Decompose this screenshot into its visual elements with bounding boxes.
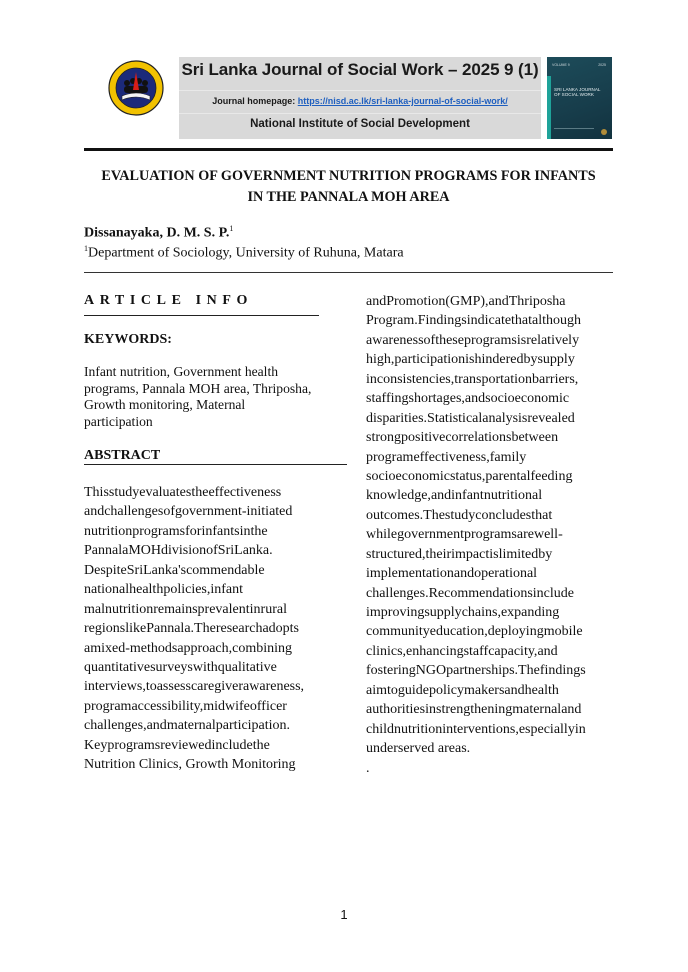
word: socioeconomic bbox=[366, 468, 450, 484]
word: child bbox=[366, 721, 394, 737]
abstract-line bbox=[84, 502, 330, 521]
word: surveys bbox=[150, 659, 193, 675]
word: limited bbox=[498, 546, 539, 562]
word: combining bbox=[232, 640, 293, 656]
abstract-line bbox=[366, 622, 612, 641]
affiliation-superscript: 1 bbox=[84, 244, 88, 253]
abstract-line bbox=[366, 292, 612, 311]
abstract-line bbox=[84, 522, 330, 541]
word: and bbox=[146, 718, 167, 734]
institute-logo bbox=[108, 60, 164, 116]
abstract-line bbox=[366, 311, 612, 330]
word: Sri bbox=[217, 543, 235, 559]
journal-header-box bbox=[179, 57, 541, 139]
word: effectiveness, bbox=[413, 449, 490, 465]
word: evaluates bbox=[139, 485, 192, 500]
word: indicate bbox=[466, 313, 512, 329]
abstract-rule bbox=[84, 464, 347, 465]
word: The bbox=[518, 663, 540, 679]
abstract-line bbox=[366, 486, 612, 505]
word: regions bbox=[84, 621, 126, 637]
word: in bbox=[574, 721, 586, 737]
word: to bbox=[387, 682, 398, 698]
word: midwife bbox=[203, 698, 250, 714]
word: participation. bbox=[215, 718, 291, 734]
word: is bbox=[516, 332, 527, 348]
paper-title-line: IN THE PANNALA MOH AREA bbox=[247, 189, 450, 205]
word: Promotion bbox=[386, 294, 446, 309]
abstract-heading: ABSTRACT bbox=[84, 448, 161, 463]
abstract-line bbox=[84, 600, 330, 619]
word: staffing bbox=[366, 391, 409, 407]
abstract-line bbox=[366, 642, 612, 661]
abstract-line bbox=[84, 619, 330, 638]
header-rule bbox=[84, 148, 613, 151]
header-divider bbox=[179, 113, 541, 114]
word: with bbox=[192, 659, 218, 675]
author-superscript: 1 bbox=[229, 224, 234, 233]
word: impact bbox=[451, 546, 490, 562]
word: and bbox=[453, 566, 475, 582]
word: rural bbox=[260, 601, 287, 617]
word: Lanka. bbox=[234, 543, 273, 559]
abstract-line bbox=[366, 350, 612, 369]
keywords-heading: KEYWORDS: bbox=[84, 332, 172, 347]
abstract-line bbox=[84, 697, 330, 716]
cover-accent-strip bbox=[547, 76, 551, 139]
word: capacity, bbox=[488, 643, 538, 659]
word: and bbox=[84, 504, 105, 520]
word: although bbox=[532, 313, 582, 329]
abstract-line bbox=[84, 541, 330, 560]
keywords-line: Infant nutrition, Government health bbox=[84, 364, 279, 379]
abstract-line bbox=[84, 658, 330, 677]
word: education, bbox=[429, 624, 488, 640]
word: commendable bbox=[186, 562, 265, 578]
abstract-line bbox=[366, 448, 612, 467]
cover-seal-icon bbox=[601, 129, 607, 135]
word: The bbox=[194, 621, 216, 637]
word: the bbox=[250, 523, 268, 539]
word: The bbox=[423, 507, 445, 523]
abstract-line bbox=[366, 603, 612, 622]
word: nutritional bbox=[483, 488, 543, 504]
word: staff bbox=[463, 643, 489, 659]
word: assess bbox=[156, 679, 191, 695]
word: programs bbox=[463, 527, 517, 543]
word: concludes bbox=[475, 507, 532, 523]
word: mixed-methods bbox=[90, 640, 178, 656]
word: research bbox=[215, 621, 263, 637]
word: study bbox=[444, 507, 476, 523]
word: hindered bbox=[474, 352, 524, 368]
abstract-line bbox=[366, 525, 612, 544]
word: is bbox=[465, 352, 475, 368]
word: partnerships. bbox=[446, 663, 519, 679]
word: and bbox=[366, 294, 387, 309]
abstract-line: underserved areas. bbox=[366, 741, 471, 757]
cover-year: 2025 bbox=[598, 63, 606, 67]
word: shortages, bbox=[408, 391, 465, 407]
abstract-line bbox=[366, 700, 612, 719]
word: the bbox=[252, 737, 270, 753]
word: NGO bbox=[415, 663, 447, 679]
affiliation bbox=[84, 244, 404, 262]
abstract-line: Nutrition Clinics, Growth Monitoring bbox=[84, 757, 296, 773]
word: is bbox=[489, 546, 499, 562]
word: include bbox=[532, 585, 575, 601]
word: challenges, bbox=[84, 718, 147, 734]
cover-title: SRI LANKA JOURNAL OF SOCIAL WORK bbox=[554, 87, 601, 97]
word: government bbox=[397, 527, 464, 543]
word: adopts bbox=[262, 621, 300, 637]
abstract-line bbox=[84, 716, 330, 735]
word: Pannala bbox=[84, 543, 129, 559]
word: of bbox=[206, 543, 218, 559]
author-rule bbox=[84, 272, 613, 273]
word: strong bbox=[366, 430, 401, 446]
abstract-line bbox=[84, 639, 330, 658]
homepage-link[interactable]: https://nisd.ac.lk/sri-lanka-journal-of-social-work/ bbox=[297, 96, 508, 106]
word: health bbox=[524, 682, 559, 698]
word: fostering bbox=[366, 663, 416, 679]
abstract-line bbox=[366, 681, 612, 700]
word: Pannala. bbox=[146, 621, 195, 637]
word: (GMP), bbox=[445, 294, 489, 309]
word: mobile bbox=[543, 624, 583, 640]
word: high, bbox=[366, 352, 395, 368]
word: This bbox=[84, 485, 109, 500]
word: a bbox=[84, 640, 91, 656]
word: by bbox=[523, 352, 538, 368]
word: quantitative bbox=[84, 659, 151, 675]
word: and bbox=[561, 702, 582, 718]
word: Findings bbox=[417, 313, 467, 329]
word: status, bbox=[449, 468, 486, 484]
abstract-line bbox=[366, 506, 612, 525]
word: while bbox=[366, 527, 398, 543]
abstract-line bbox=[84, 483, 330, 502]
abstract-line bbox=[366, 720, 612, 739]
word: by bbox=[538, 546, 553, 562]
word: maternal bbox=[166, 718, 216, 734]
word: parental bbox=[485, 468, 531, 484]
abstract-line bbox=[366, 467, 612, 486]
paper-title bbox=[84, 166, 613, 208]
article-info-rule bbox=[84, 315, 319, 316]
homepage-label: Journal homepage: bbox=[212, 96, 298, 106]
word: national bbox=[84, 582, 130, 598]
word: these bbox=[435, 332, 464, 348]
word: approach, bbox=[177, 640, 233, 656]
word: programs bbox=[132, 523, 186, 539]
word: MOH bbox=[128, 543, 161, 559]
word: findings bbox=[539, 663, 586, 679]
word: participation bbox=[394, 352, 466, 368]
word: awareness bbox=[366, 332, 424, 348]
institute-seal-icon bbox=[108, 60, 164, 116]
word: guide bbox=[397, 682, 429, 698]
word: programs bbox=[463, 332, 517, 348]
word: study bbox=[108, 485, 140, 500]
author bbox=[84, 224, 233, 242]
article-info-heading: ARTICLE INFO bbox=[84, 293, 254, 308]
word: Key bbox=[84, 737, 108, 753]
institute-name: National Institute of Social Development bbox=[250, 118, 470, 130]
word: enhancing bbox=[406, 643, 464, 659]
word: especially bbox=[518, 721, 575, 737]
word: and bbox=[488, 294, 509, 309]
word: Program. bbox=[366, 313, 418, 329]
word: transportation bbox=[454, 371, 533, 387]
abstract-line bbox=[366, 409, 612, 428]
word: division bbox=[161, 543, 207, 559]
word: their bbox=[425, 546, 452, 562]
word: infant bbox=[451, 488, 484, 504]
abstract-line bbox=[84, 736, 330, 755]
abstract-line bbox=[366, 428, 612, 447]
word: Despite bbox=[84, 562, 127, 578]
word: for bbox=[185, 523, 202, 539]
word: disparities. bbox=[366, 410, 428, 426]
word: strengthening bbox=[436, 702, 513, 718]
word: government-initiated bbox=[174, 504, 293, 520]
word: challenges. bbox=[366, 585, 429, 601]
word: policies, bbox=[163, 582, 211, 598]
word: family bbox=[489, 449, 527, 465]
journal-homepage bbox=[179, 96, 541, 106]
page-number: 1 bbox=[340, 907, 348, 922]
word: Recommendations bbox=[428, 585, 533, 601]
word: to bbox=[145, 679, 157, 695]
keywords-line: participation bbox=[84, 413, 153, 429]
word: chains, bbox=[461, 605, 501, 620]
word: and bbox=[537, 643, 558, 659]
word: interventions, bbox=[442, 721, 519, 737]
paper-title-line: EVALUATION OF GOVERNMENT NUTRITION PROGRAMS FOR INFANTS bbox=[101, 168, 596, 184]
word: well- bbox=[533, 527, 563, 543]
word: feeding bbox=[530, 468, 573, 484]
word: clinics, bbox=[366, 643, 407, 659]
word: malnutrition bbox=[84, 601, 154, 617]
word: implementation bbox=[366, 566, 454, 582]
word: program bbox=[84, 698, 132, 714]
abstract-line bbox=[84, 677, 330, 696]
word: awareness, bbox=[243, 679, 305, 695]
word: nutrition bbox=[394, 721, 443, 737]
abstract-line: . bbox=[366, 760, 370, 776]
word: interviews, bbox=[84, 679, 146, 695]
abstract-line bbox=[366, 370, 612, 389]
word: deploying bbox=[487, 624, 544, 640]
journal-cover-thumbnail bbox=[547, 57, 612, 139]
word: reviewed bbox=[160, 737, 212, 753]
word: expanding bbox=[500, 605, 560, 620]
word: programs bbox=[107, 737, 161, 753]
word: of bbox=[163, 504, 175, 520]
abstract-line bbox=[366, 389, 612, 408]
word: in bbox=[239, 523, 251, 539]
cover-volume: VOLUME 9 bbox=[552, 63, 570, 67]
word: relatively bbox=[526, 332, 580, 348]
word: challenges bbox=[104, 504, 164, 520]
word: inconsistencies, bbox=[366, 371, 455, 387]
word: supply bbox=[537, 352, 575, 368]
abstract-line bbox=[84, 580, 330, 599]
abstract-left-column bbox=[84, 483, 330, 775]
word: qualitative bbox=[217, 659, 277, 675]
word: and bbox=[464, 391, 486, 407]
word: supply bbox=[424, 605, 462, 620]
word: health bbox=[129, 582, 164, 598]
word: officer bbox=[249, 698, 287, 714]
word: Statistical bbox=[427, 410, 483, 426]
word: nutrition bbox=[84, 523, 133, 539]
word: knowledge, bbox=[366, 488, 431, 504]
word: infants bbox=[201, 523, 240, 539]
author-name: Dissanayaka, D. M. S. P. bbox=[84, 225, 230, 241]
abstract-line bbox=[366, 661, 612, 680]
keywords-line: Growth monitoring, Maternal bbox=[84, 397, 246, 412]
cover-footer-line bbox=[554, 128, 594, 133]
word: between bbox=[511, 430, 559, 446]
word: are bbox=[516, 527, 534, 543]
abstract-line bbox=[84, 561, 330, 580]
word: positive bbox=[401, 430, 446, 446]
word: Sri bbox=[126, 562, 144, 578]
word: community bbox=[366, 624, 430, 640]
word: infant bbox=[210, 582, 244, 598]
word: improving bbox=[366, 605, 425, 620]
word: in bbox=[425, 702, 436, 718]
abstract-line bbox=[366, 564, 612, 583]
word: prevalent bbox=[197, 601, 250, 617]
keywords-line: programs, Pannala MOH area, Thriposha, bbox=[84, 380, 312, 396]
word: outcomes. bbox=[366, 507, 424, 523]
word: structured, bbox=[366, 546, 426, 562]
word: effectiveness bbox=[208, 485, 282, 500]
word: socioeconomic bbox=[485, 391, 570, 407]
abstract-line bbox=[366, 545, 612, 564]
abstract-line bbox=[366, 331, 612, 350]
word: program bbox=[366, 449, 414, 465]
word: aim bbox=[366, 682, 387, 698]
word: and bbox=[504, 682, 525, 698]
word: analysis bbox=[482, 410, 528, 426]
word: barriers, bbox=[532, 371, 579, 387]
abstract-line bbox=[366, 584, 612, 603]
word: like bbox=[125, 621, 147, 637]
word: in bbox=[249, 601, 261, 617]
word: and bbox=[430, 488, 452, 504]
affiliation-text: Department of Sociology, University of Ruhuna, Matara bbox=[88, 245, 404, 261]
word: caregiver bbox=[190, 679, 244, 695]
word: that bbox=[511, 313, 533, 329]
word: the bbox=[191, 485, 209, 500]
word: Lanka's bbox=[143, 562, 187, 578]
word: Thriposha bbox=[508, 294, 566, 309]
header-divider bbox=[179, 90, 541, 91]
word: maternal bbox=[512, 702, 562, 718]
word: that bbox=[531, 507, 553, 523]
word: authorities bbox=[366, 702, 426, 718]
word: accessibility, bbox=[131, 698, 204, 714]
word: policymakers bbox=[429, 682, 505, 698]
word: operational bbox=[474, 566, 538, 582]
word: include bbox=[211, 737, 253, 753]
word: remains bbox=[153, 601, 198, 617]
word: of bbox=[423, 332, 436, 348]
journal-title: Sri Lanka Journal of Social Work – 2025 9 (1) bbox=[181, 60, 539, 79]
abstract-right-column bbox=[366, 292, 612, 778]
word: revealed bbox=[527, 410, 575, 426]
word: correlations bbox=[445, 430, 512, 446]
keywords-list bbox=[84, 364, 334, 430]
